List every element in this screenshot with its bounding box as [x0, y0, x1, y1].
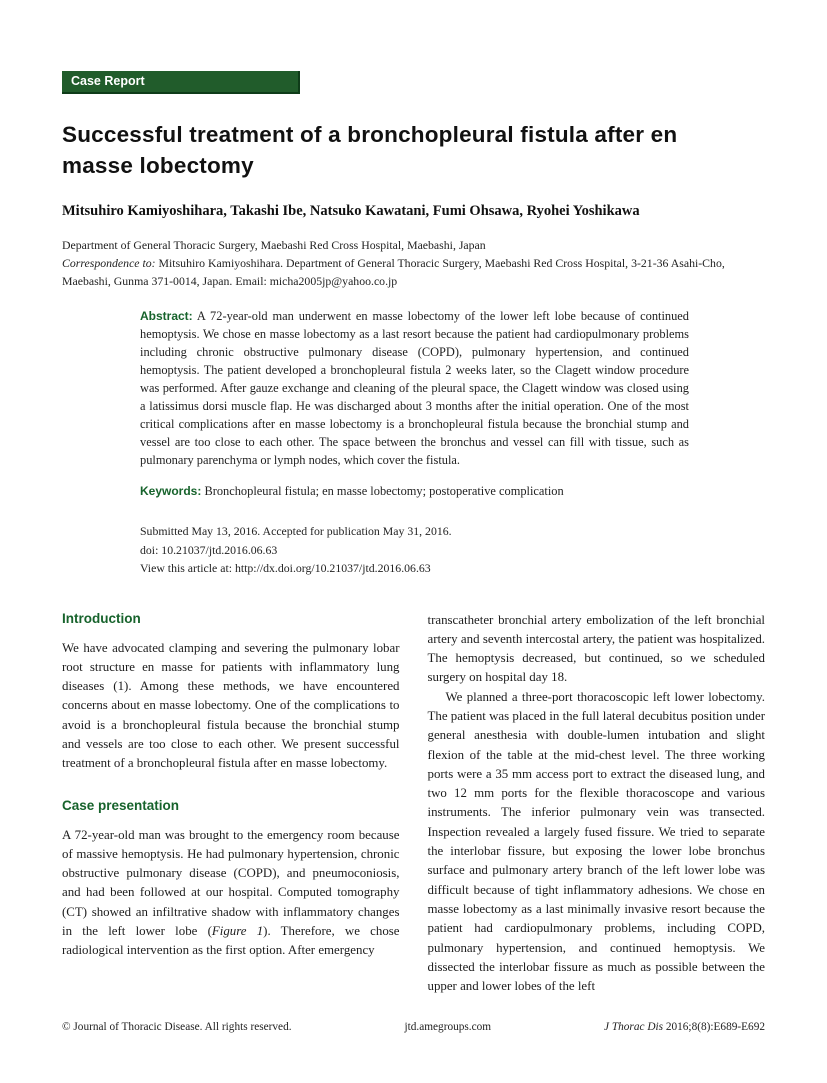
introduction-paragraph: We have advocated clamping and severing the pulmonary lobar root structure en masse for patients with inflammatory lung diseases (1). Among these methods, we have encountered concerns about en masse lobectomy. One of the complications to avoid is a bronchopleural fistula because the bronchial stump and vessels are too close to each other. We present successful treatment of a bronchopleural fistula after en masse lobectomy.: [62, 640, 400, 771]
abstract-label: Abstract:: [140, 309, 193, 323]
case-p1-text: A 72-year-old man was brought to the emergency room because of massive hemoptysis. He had pulmonary hypertension, chronic obstructive pulmonary disease (COPD), and pneumoconiosis, and had been followed at our hospital. Computed tomography (CT) showed an infiltrative shadow with inflammatory changes in the left lower lobe (: [62, 827, 400, 939]
footer-citation: [604, 1021, 765, 1033]
affiliation-block: [62, 236, 765, 290]
footer-site: jtd.amegroups.com: [404, 1021, 492, 1033]
article-url: View this article at: http://dx.doi.org/10.21037/jtd.2016.06.63: [140, 561, 431, 575]
figure-1-reference: Figure 1: [211, 924, 264, 939]
correspondence-label: Correspondence to:: [62, 256, 156, 270]
abstract-text: A 72-year-old man underwent en masse lobectomy of the lower left lobe because of continued hemoptysis. We chose en masse lobectomy as a last resort because the patient had cardiopulmonary problems including chronic obstructive pulmonary disease (COPD), pulmonary hypertension, and continued hemoptysis. The patient developed a bronchopleural fistula 2 weeks later, so the Clagett window procedure was performed. After gauze exchange and cleaning of the pleural space, the Clagett window was closed using a latissimus dorsi muscle flap. He was discharged about 3 months after the initial operation. One of the most critical complications after en masse lobectomy is a bronchopleural fistula because the bronchial stump and vessel are too close to each other. The space between the bronchus and vessel can fill with tissue, such as pulmonary parenchyma or lymph nodes, which cover the fistula.: [140, 309, 689, 467]
correspondence: [62, 254, 765, 290]
case-p1-text-after: ). Therefore, we chose radiological intervention as the first option. After emergency: [62, 924, 400, 958]
article-title: Successful treatment of a bronchopleural fistula after en masse lobectomy: [62, 122, 678, 178]
correspondence-text: Mitsuhiro Kamiyoshihara. Department of General Thoracic Surgery, Maebashi Red Cross Hospital, 3-21-36 Asahi-Cho, Maebashi, Gunma 371-0014, Japan. Email: micha2005jp@yahoo.co.jp: [62, 256, 725, 288]
two-column-body: [62, 611, 765, 997]
case-presentation-paragraph-3: We planned a three-port thoracoscopic left lower lobectomy. The patient was placed in the full lateral decubitus position under general anesthesia with double-lumen intubation and slight flexion of the table at the mid-chest level. The three working ports were a 35 mm access port to extract the diseased lung, and two 12 mm ports for the flexible thoracoscope and various instruments. The inferior pulmonary vein was transected. Inspection revealed a largely fused fissure. We tried to separate the interlobar fissure, but exposing the lower lobe bronchus surface and pulmonary artery branch of the left lower lobe was difficult because of tight inflammatory adhesions. We chose en masse lobectomy as a last minimally invasive resort because the patient had cardiopulmonary problems, including COPD, pulmonary hypertension, and continued hemoptysis. We dissected the interlobar fissure as much as possible between the upper and lower lobes of the left: [427, 689, 765, 994]
page-footer: [62, 1021, 765, 1033]
keywords-text: Bronchopleural fistula; en masse lobectomy; postoperative complication: [201, 484, 564, 498]
keywords-line: [140, 482, 689, 500]
affiliation: Department of General Thoracic Surgery, Maebashi Red Cross Hospital, Maebashi, Japan: [62, 238, 486, 252]
abstract-paragraph: [140, 307, 689, 469]
case-presentation-paragraph-2: transcatheter bronchial artery embolization of the left bronchial artery and seventh intercostal artery, the patient was hospitalized. The hemoptysis decreased, but continued, so we scheduled surgery on hospital day 18.: [427, 612, 765, 685]
footer-citation-rest: 2016;8(8):E689-E692: [663, 1021, 765, 1033]
case-presentation-paragraph-1: [62, 826, 400, 961]
right-column: [428, 611, 766, 997]
abstract-block: [140, 307, 689, 500]
footer-copyright: © Journal of Thoracic Disease. All rights reserved.: [62, 1021, 292, 1033]
left-column: [62, 611, 400, 997]
section-heading-case-presentation: Case presentation: [62, 797, 180, 813]
section-heading-introduction: Introduction: [62, 610, 141, 626]
footer-journal-name: J Thorac Dis: [604, 1021, 664, 1033]
doi: doi: 10.21037/jtd.2016.06.63: [140, 542, 278, 557]
keywords-label: Keywords:: [140, 484, 202, 498]
author-list: Mitsuhiro Kamiyoshihara, Takashi Ibe, Natsuko Kawatani, Fumi Ohsawa, Ryohei Yoshikawa: [62, 203, 640, 219]
article-type-badge: Case Report: [62, 71, 300, 94]
submission-dates: Submitted May 13, 2016. Accepted for publication May 31, 2016.: [140, 524, 452, 538]
submission-meta: [140, 522, 765, 578]
